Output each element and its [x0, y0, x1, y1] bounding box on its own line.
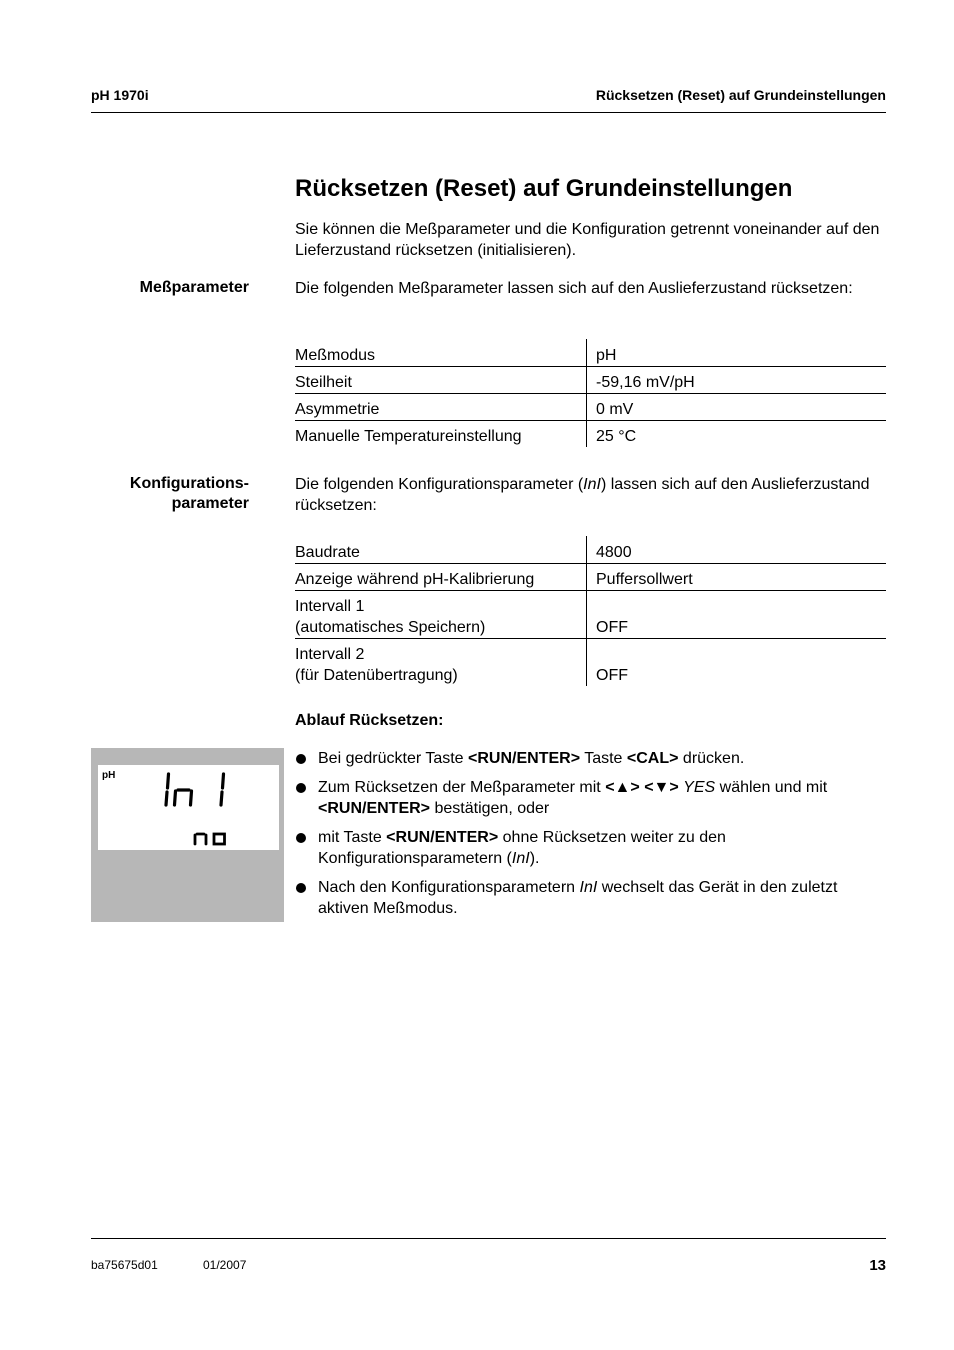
lcd-main-glyph-i — [166, 792, 167, 805]
text-run: ) lassen sich auf den Auslieferzustand rücksetzen: — [295, 476, 870, 514]
table-row — [295, 339, 886, 367]
lcd-sub-glyph-n — [195, 834, 206, 844]
param-name-line: Intervall 2 — [295, 646, 365, 663]
text-run: wechselt das Gerät in den zuletzt aktiven Meßmodus. — [318, 879, 838, 917]
param-value: 25 °C — [587, 421, 887, 448]
header-product: pH 1970i — [91, 87, 149, 103]
messparameter-table — [295, 339, 886, 447]
lcd-segment-readout — [98, 765, 279, 850]
key-run-enter: <RUN/ENTER> — [386, 829, 499, 846]
messparameter-text: Die folgenden Meßparameter lassen sich auf den Auslieferzustand rücksetzen: — [295, 280, 853, 297]
lcd-main-glyph-i — [223, 774, 224, 788]
key-run-enter: <RUN/ENTER> — [318, 800, 431, 817]
footer-rule — [91, 1238, 886, 1239]
param-name: Baudrate — [295, 536, 587, 564]
lcd-sub-readout — [195, 834, 225, 844]
param-name: Anzeige während pH-Kalibrierung — [295, 564, 587, 591]
lcd-unit-label: pH — [102, 770, 116, 781]
footer-date: 01/2007 — [203, 1258, 247, 1272]
lcd-main-readout — [166, 774, 224, 805]
key-up: <▲> — [605, 779, 640, 796]
side-label-line: Konfigurations- — [129, 475, 249, 492]
param-value: Puffersollwert — [587, 564, 887, 591]
text-run: wählen und mit — [715, 779, 828, 796]
ablauf-steps — [295, 748, 887, 927]
param-name — [295, 591, 587, 639]
param-name-line: (für Datenübertragung) — [295, 667, 458, 684]
text-run: Nach den Konfigurationsparametern — [318, 879, 580, 896]
text-run: Taste — [580, 750, 627, 767]
code-ini: InI — [583, 476, 601, 493]
text-run: Zum Rücksetzen der Meßparameter mit — [318, 779, 606, 796]
list-item — [295, 877, 887, 919]
lcd-main-glyph-n — [175, 790, 192, 805]
text-run: ohne Rücksetzen weiter zu den Konfigurationsparametern ( — [318, 829, 726, 867]
text-run: bestätigen, oder — [430, 800, 550, 817]
list-item — [295, 827, 887, 869]
key-run-enter: <RUN/ENTER> — [468, 750, 581, 767]
lcd-screen — [98, 765, 279, 850]
param-value: OFF — [587, 639, 887, 687]
ablauf-heading: Ablauf Rücksetzen: — [295, 712, 444, 729]
page-number: 13 — [869, 1257, 886, 1274]
lcd-sub-glyph-o — [214, 834, 225, 844]
device-display-illustration — [91, 748, 284, 922]
param-name: Manuelle Temperatureinstellung — [295, 421, 587, 448]
text-run: drücken. — [678, 750, 745, 767]
param-name-line: Intervall 1 — [295, 598, 365, 615]
intro-text: Sie können die Meßparameter und die Konfiguration getrennt voneinander auf den Lieferzustand rücksetzen (initialisieren). — [295, 221, 880, 259]
table-row — [295, 536, 886, 564]
param-value: pH — [596, 347, 617, 364]
side-label-line: parameter — [171, 495, 249, 512]
header-chapter: Rücksetzen (Reset) auf Grundeinstellungen — [595, 87, 886, 103]
param-value: -59,16 mV/pH — [587, 367, 887, 394]
code-ini: InI — [579, 879, 598, 896]
param-name — [295, 639, 587, 687]
param-value: 4800 — [596, 544, 632, 561]
table-row — [295, 367, 886, 394]
list-item — [295, 748, 887, 769]
key-down: <▼> — [644, 779, 679, 796]
lcd-main-glyph-i — [168, 774, 169, 788]
list-item — [295, 777, 887, 819]
table-row — [295, 639, 886, 687]
param-value: 0 mV — [587, 394, 887, 421]
param-name: Steilheit — [295, 367, 587, 394]
side-label-messparameter: Meßparameter — [139, 279, 249, 296]
page-title: Rücksetzen (Reset) auf Grundeinstellungen — [295, 175, 793, 202]
text-run: Bei gedrückter Taste — [318, 750, 469, 767]
side-label-konfiguration — [91, 474, 249, 514]
table-row — [295, 394, 886, 421]
param-name-line: (automatisches Speichern) — [295, 619, 486, 636]
table-row — [295, 564, 886, 591]
lcd-main-glyph-i — [221, 792, 222, 805]
konfiguration-text — [295, 474, 887, 516]
option-yes: YES — [683, 779, 716, 796]
key-cal: <CAL> — [626, 750, 679, 767]
table-row — [295, 591, 886, 639]
param-value: OFF — [587, 591, 887, 639]
code-ini: InI — [511, 850, 530, 867]
param-name: Meßmodus — [295, 339, 587, 367]
konfiguration-table — [295, 536, 886, 686]
footer-doc-id: ba75675d01 — [91, 1258, 158, 1272]
param-name: Asymmetrie — [295, 394, 587, 421]
table-row — [295, 421, 886, 448]
header-rule — [91, 112, 886, 113]
text-run: ). — [529, 850, 540, 867]
text-run: mit Taste — [318, 829, 387, 846]
text-run: Die folgenden Konfigurationsparameter ( — [295, 476, 584, 493]
